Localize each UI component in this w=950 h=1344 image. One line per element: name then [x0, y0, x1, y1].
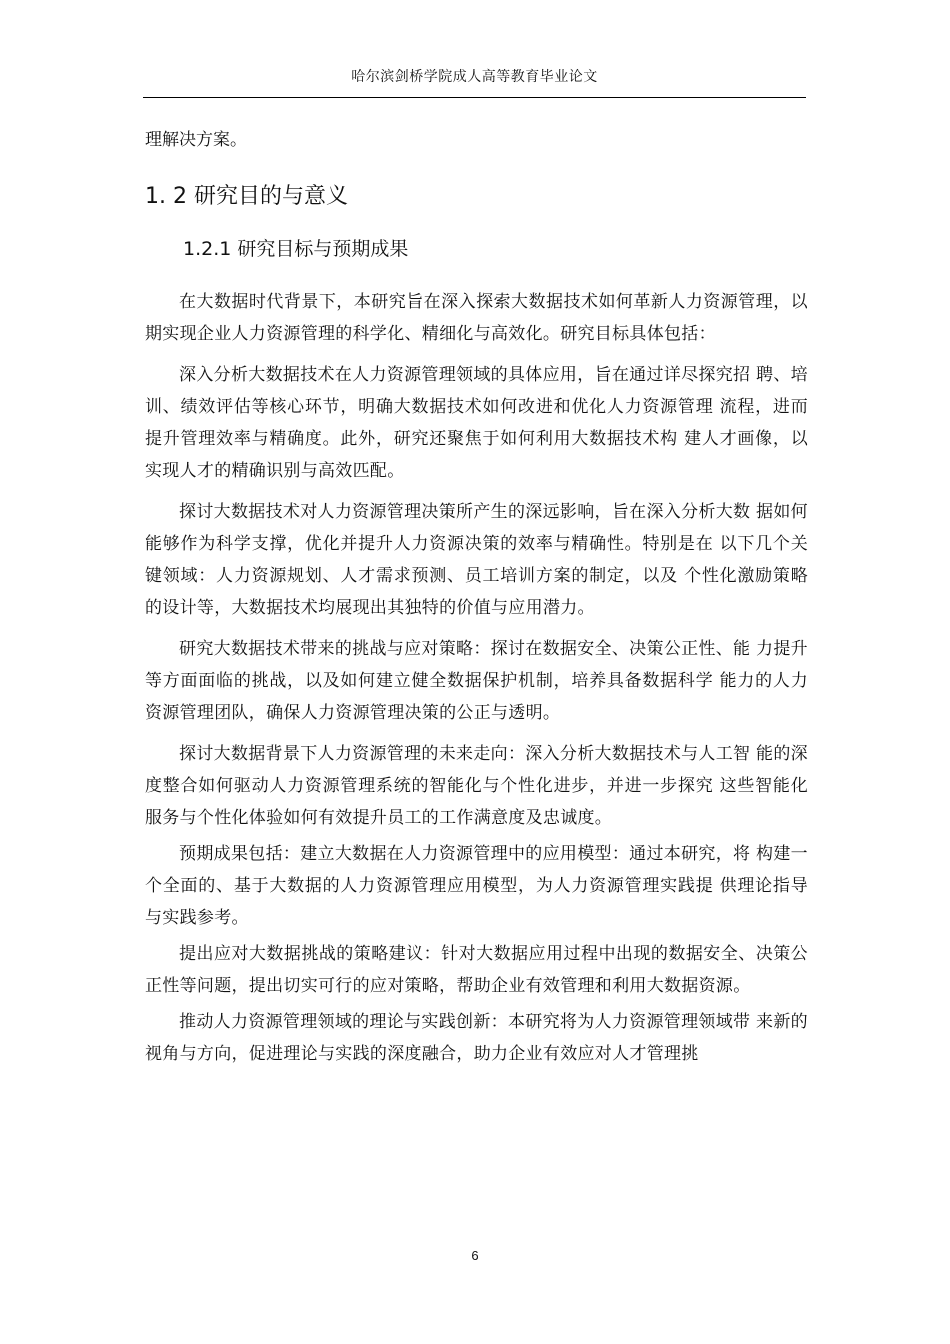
subsection-heading: 1.2.1 研究目标与预期成果	[183, 238, 409, 260]
continuation-text: 理解决方案。	[145, 130, 247, 150]
paragraph: 探讨大数据背景下人力资源管理的未来走向：深入分析大数据技术与人工智 能的深度整合如何驱动人力资源管理系统的智能化与个性化进步，并进一步探究 这些智能化服务与个性化体验如何有效提升员工的工作满意度及忠诚度。	[145, 744, 808, 828]
page-number: 6	[471, 1248, 479, 1263]
paragraph: 预期成果包括：建立大数据在人力资源管理中的应用模型：通过本研究，将 构建一个全面的、基于大数据的人力资源管理应用模型，为人力资源管理实践提 供理论指导与实践参考。	[145, 844, 808, 928]
paragraph: 探讨大数据技术对人力资源管理决策所产生的深远影响，旨在深入分析大数 据如何能够作为科学支撑，优化并提升人力资源决策的效率与精确性。特别是在 以下几个关键领域：人力资源规划、人才需求预测、员工培训方案的制定，以及 个性化激励策略的设计等，大数据技术均展现出其独特的价值与应用潜力。	[145, 502, 808, 618]
header-divider	[143, 97, 806, 98]
page-header: 哈尔滨剑桥学院成人高等教育毕业论文	[351, 69, 598, 85]
paragraph: 深入分析大数据技术在人力资源管理领域的具体应用，旨在通过详尽探究招 聘、培训、绩效评估等核心环节，明确大数据技术如何改进和优化人力资源管理 流程，进而提升管理效率与精确度。此外，研究还聚焦于如何利用大数据技术构 建人才画像，以实现人才的精确识别与高效匹配。	[145, 365, 808, 481]
section-heading: 1. 2 研究目的与意义	[145, 184, 348, 209]
paragraph: 在大数据时代背景下，本研究旨在深入探索大数据技术如何革新人力资源管理，以期实现企业人力资源管理的科学化、精细化与高效化。研究目标具体包括：	[145, 292, 808, 344]
paragraph: 推动人力资源管理领域的理论与实践创新：本研究将为人力资源管理领域带 来新的视角与方向，促进理论与实践的深度融合，助力企业有效应对人才管理挑	[145, 1012, 808, 1064]
body-text	[145, 286, 808, 1074]
paragraph: 研究大数据技术带来的挑战与应对策略：探讨在数据安全、决策公正性、能 力提升等方面面临的挑战，以及如何建立健全数据保护机制，培养具备数据科学 能力的人力资源管理团队，确保人力资源管理决策的公正与透明。	[145, 639, 808, 723]
paragraph: 提出应对大数据挑战的策略建议：针对大数据应用过程中出现的数据安全、决策公正性等问题，提出切实可行的应对策略，帮助企业有效管理和利用大数据资源。	[145, 944, 808, 996]
page-body	[145, 124, 808, 1064]
